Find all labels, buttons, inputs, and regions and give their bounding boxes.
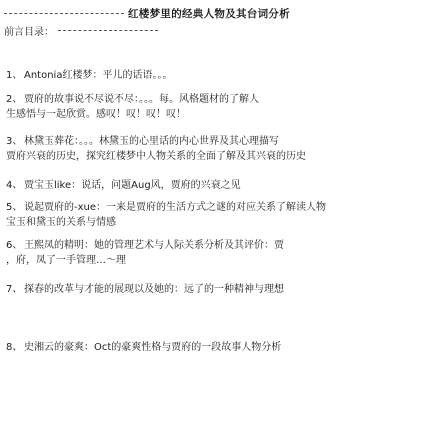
list-item-number: 2、: [6, 94, 23, 105]
list-item: [6, 238, 432, 268]
list-item-text: 林黛玉葬花：。。。林黛玉的心里话的内心世界及其心理描写: [24, 136, 279, 147]
list-item-text: 探春的改革与才能的展现以及她的：远了的一种精神与理想: [24, 284, 284, 295]
list-item-number: 6、: [6, 240, 23, 251]
list-item-number: 1、: [6, 70, 23, 81]
list-item-text-continued: 宝玉和黛玉的关系与情感: [6, 217, 116, 228]
document-header: [4, 6, 434, 37]
list-item-number: 8、: [6, 342, 23, 353]
list-item: [6, 200, 432, 230]
list-item: [6, 178, 432, 193]
list-item-text: 贾宝玉like：说话，问题Aug风，贾府的兴衰之见: [24, 180, 241, 191]
list-item-number: 5、: [6, 202, 23, 213]
page-title: 红楼梦里的经典人物及其台词分析: [128, 7, 290, 20]
list-item-text-continued: 生感悟与一起欣赏。感叹！叹！叹！叹！: [6, 109, 186, 120]
title-row: [4, 6, 434, 20]
list-item: [6, 340, 432, 355]
list-item-number: 4、: [6, 180, 23, 191]
list-item: [6, 134, 432, 164]
list-item: [6, 92, 432, 122]
list-item-text: 王熙凤的精明：她的管理艺术与人际关系分析及其评价：贾: [24, 240, 284, 251]
list-item: [6, 68, 432, 83]
title-rule-left: [4, 13, 124, 14]
list-item-text-continued: ，府，凤了一手管理…～理: [6, 255, 126, 266]
subtitle-row: [4, 23, 434, 37]
list-item-number: 7、: [6, 284, 23, 295]
list-item-text: 贾府的故事说不尽说不尽：。。。每。风格题材的了解人: [24, 94, 259, 105]
list-item-text-continued: 贾府兴衰的历史，探究红楼梦中人物关系的全面了解及其兴衰的历史: [6, 151, 306, 162]
subtitle-rule: [58, 30, 158, 31]
list-item-text: 史湘云的豪爽：Oct的豪爽性格与贾府的一段故事人物分析: [24, 342, 282, 353]
list-item-text: 说起贾府的-xue：一来是贾府的生活方式之谜的对应关系了解读人物: [24, 202, 327, 213]
page-subtitle: 前言目录：: [4, 26, 54, 38]
list-item-number: 3、: [6, 136, 23, 147]
list-item: [6, 282, 432, 297]
list-item-text: Antonia红楼梦：平儿的话语。。。: [24, 70, 173, 81]
